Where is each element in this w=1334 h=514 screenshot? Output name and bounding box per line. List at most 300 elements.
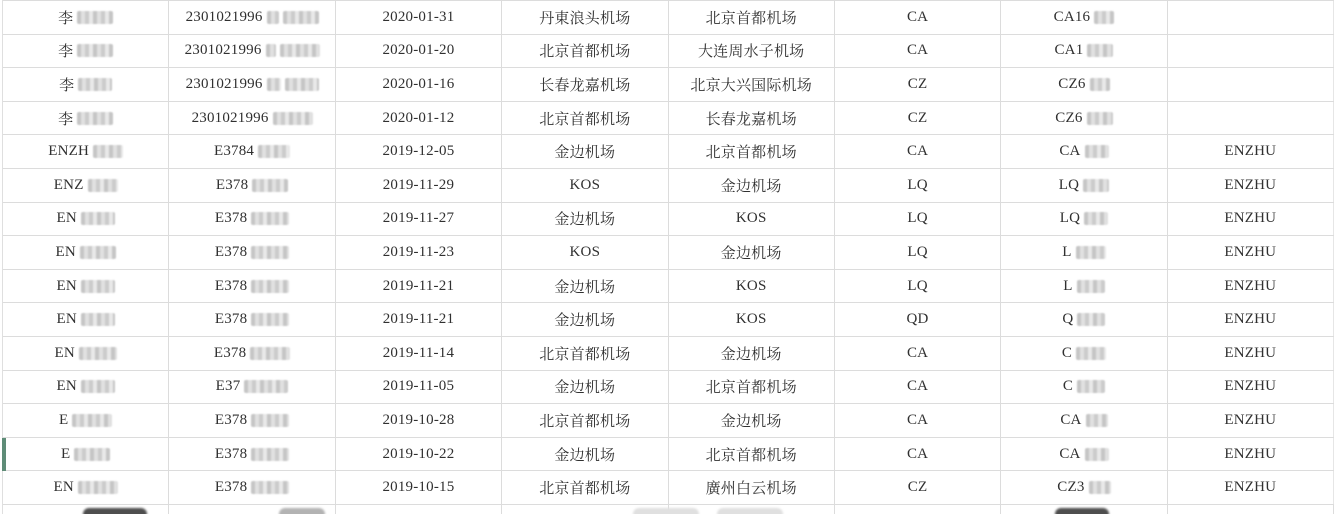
cell-name[interactable]	[3, 438, 169, 471]
redaction-mosaic	[1076, 246, 1106, 259]
cell-departure-airport[interactable]	[502, 102, 668, 135]
cell-date[interactable]	[336, 68, 502, 101]
redaction-mosaic	[1085, 448, 1109, 461]
cell-text: ENZHU	[1224, 143, 1277, 160]
redaction-mosaic	[1077, 280, 1105, 293]
cell-text: E37	[215, 378, 241, 395]
redaction-mosaic	[81, 280, 115, 293]
cell-airline-code[interactable]	[835, 35, 1001, 68]
redaction-mosaic	[1077, 380, 1105, 393]
redaction-mosaic	[77, 112, 113, 125]
cell-text: 2301021996	[191, 109, 269, 126]
redaction-mosaic	[1090, 78, 1110, 91]
cell-tag[interactable]	[1168, 371, 1334, 404]
cell-id-number[interactable]	[169, 236, 335, 269]
cell-flight-number[interactable]	[1001, 1, 1167, 34]
redaction-mosaic	[244, 380, 288, 393]
redaction-mosaic	[267, 11, 279, 24]
cell-date[interactable]	[336, 371, 502, 404]
cell-date[interactable]	[336, 303, 502, 336]
redacted-blob	[717, 508, 783, 514]
cell-text: E378	[214, 243, 248, 260]
cell-flight-number[interactable]	[1001, 68, 1167, 101]
cell-name[interactable]	[3, 102, 169, 135]
cell-text: 北京首都机场	[705, 10, 797, 27]
cell-text: 金边机场	[720, 245, 782, 262]
cell-text: ENZHU	[1224, 311, 1277, 328]
cell-text: EN	[56, 378, 77, 395]
cell-name[interactable]	[3, 303, 169, 336]
table-row	[3, 35, 1334, 69]
cell-id-number[interactable]	[169, 1, 335, 34]
cell-id-number[interactable]	[169, 169, 335, 202]
cell-flight-number[interactable]	[1001, 35, 1167, 68]
cell-id-number[interactable]	[169, 68, 335, 101]
cell-text: 金边机场	[554, 279, 616, 296]
cell-text: 李	[58, 44, 74, 61]
table-row	[3, 68, 1334, 102]
cell-tag[interactable]	[1168, 1, 1334, 34]
cell-text: LQ	[907, 176, 928, 193]
cell-airline-code[interactable]	[835, 1, 1001, 34]
redacted-blob	[83, 508, 147, 514]
cell-departure-airport[interactable]	[502, 303, 668, 336]
cell-departure-airport[interactable]	[502, 1, 668, 34]
cell-arrival-airport[interactable]	[669, 404, 835, 437]
cell-tag[interactable]	[1168, 471, 1334, 504]
cell-text: 北京首都机场	[539, 111, 631, 128]
cell-flight-number[interactable]	[1001, 102, 1167, 135]
cell-tag[interactable]	[1168, 203, 1334, 236]
cell-name[interactable]	[3, 404, 169, 437]
cell-text: 2019-11-27	[382, 210, 455, 227]
cell-name[interactable]	[3, 203, 169, 236]
cell-text: 北京首都机场	[539, 413, 631, 430]
cell-text: CA	[1060, 411, 1082, 428]
cell-departure-airport[interactable]	[502, 471, 668, 504]
redaction-mosaic	[273, 112, 313, 125]
cell-departure-airport[interactable]	[502, 404, 668, 437]
cell-text: 2019-12-05	[382, 143, 455, 160]
cell-text: EN	[53, 479, 74, 496]
redaction-mosaic	[81, 212, 115, 225]
cell-text: KOS	[569, 176, 601, 193]
cell-text: 2019-11-14	[382, 344, 455, 361]
cell-name[interactable]	[3, 371, 169, 404]
redaction-mosaic	[88, 179, 118, 192]
cell-text: 北京大兴国际机场	[690, 77, 812, 94]
redaction-mosaic	[1077, 313, 1105, 326]
cell-id-number[interactable]	[169, 135, 335, 168]
redaction-mosaic	[74, 448, 110, 461]
cell-text: Q	[1062, 311, 1074, 328]
cell-text: 大连周水子机场	[697, 44, 805, 61]
table-row	[3, 1, 1334, 35]
cell-departure-airport[interactable]	[502, 203, 668, 236]
redaction-mosaic	[250, 347, 290, 360]
cell-date[interactable]	[336, 35, 502, 68]
cell-text: 长春龙嘉机场	[539, 77, 631, 94]
cell-arrival-airport[interactable]	[669, 371, 835, 404]
cell-text: 北京首都机场	[705, 145, 797, 162]
cell-text: CA	[906, 445, 929, 462]
cell-text: ENZHU	[1224, 479, 1277, 496]
cell-tag[interactable]	[1168, 303, 1334, 336]
redaction-mosaic	[81, 313, 115, 326]
redaction-mosaic	[81, 380, 115, 393]
cell-text: EN	[56, 311, 77, 328]
redaction-mosaic	[1084, 212, 1108, 225]
redaction-mosaic	[258, 145, 290, 158]
cell-airline-code[interactable]	[835, 337, 1001, 370]
cell-text: CA16	[1053, 8, 1091, 25]
cell-name[interactable]	[3, 270, 169, 303]
cell-flight-number[interactable]	[1001, 471, 1167, 504]
table-row	[3, 438, 1334, 472]
redacted-blob	[1055, 508, 1109, 514]
cell-flight-number[interactable]	[1001, 169, 1167, 202]
cell-text: E3784	[213, 143, 255, 160]
cell-text: 2019-10-28	[382, 411, 455, 428]
cell-text: E378	[214, 277, 248, 294]
cell-text: 北京首都机场	[539, 346, 631, 363]
cell-flight-number[interactable]	[1001, 135, 1167, 168]
cell-text: L	[1063, 277, 1073, 294]
redaction-mosaic	[1076, 347, 1106, 360]
redaction-mosaic	[251, 313, 289, 326]
redaction-mosaic	[72, 414, 112, 427]
cell-date[interactable]	[336, 337, 502, 370]
cell-airline-code[interactable]	[835, 135, 1001, 168]
cell-text: 金边机场	[554, 212, 616, 229]
cell-text: ENZHU	[1224, 243, 1277, 260]
cell-arrival-airport[interactable]	[669, 68, 835, 101]
cell-text: CZ6	[1055, 109, 1083, 126]
cell-id-number[interactable]	[169, 471, 335, 504]
cell-airline-code[interactable]	[835, 270, 1001, 303]
cell-date[interactable]	[336, 270, 502, 303]
cell-text: 长春龙嘉机场	[705, 111, 797, 128]
cell-airline-code[interactable]	[835, 102, 1001, 135]
table-row	[3, 236, 1334, 270]
cell-text: ENZ	[53, 176, 84, 193]
cell-text: E378	[214, 210, 248, 227]
cell-date[interactable]	[336, 505, 502, 514]
cell-text: C	[1061, 344, 1073, 361]
cell-text: KOS	[569, 243, 601, 260]
cell-id-number[interactable]	[169, 203, 335, 236]
redacted-blob	[279, 508, 325, 514]
redaction-mosaic	[285, 78, 319, 91]
redaction-mosaic	[80, 246, 116, 259]
cell-id-number[interactable]	[169, 438, 335, 471]
cell-date[interactable]	[336, 438, 502, 471]
redaction-mosaic	[251, 212, 289, 225]
redaction-mosaic	[266, 44, 276, 57]
cell-text: 廣州白云机场	[705, 481, 797, 498]
cell-arrival-airport[interactable]	[669, 236, 835, 269]
cell-departure-airport[interactable]	[502, 371, 668, 404]
redaction-mosaic	[1086, 414, 1108, 427]
cell-text: ENZHU	[1224, 445, 1277, 462]
cell-airline-code[interactable]	[835, 371, 1001, 404]
cell-flight-number[interactable]	[1001, 371, 1167, 404]
cell-text: EN	[56, 210, 77, 227]
cell-departure-airport[interactable]	[502, 35, 668, 68]
cell-text: KOS	[735, 210, 767, 227]
cell-arrival-airport[interactable]	[669, 471, 835, 504]
cell-tag[interactable]	[1168, 337, 1334, 370]
cell-date[interactable]	[336, 169, 502, 202]
cell-text: CZ	[907, 109, 928, 126]
redaction-mosaic	[78, 78, 112, 91]
cell-text: ENZHU	[1224, 277, 1277, 294]
cell-arrival-airport[interactable]	[669, 438, 835, 471]
cell-name[interactable]	[3, 1, 169, 34]
cell-text: 2020-01-20	[382, 42, 455, 59]
cell-text: CZ	[907, 75, 928, 92]
table-row	[3, 471, 1334, 505]
table-row	[3, 102, 1334, 136]
cell-arrival-airport[interactable]	[669, 270, 835, 303]
cell-text: EN	[56, 277, 77, 294]
cell-id-number[interactable]	[169, 270, 335, 303]
flight-table	[2, 0, 1334, 514]
cell-arrival-airport[interactable]	[669, 1, 835, 34]
cell-text: CA1	[1054, 42, 1084, 59]
cell-text: ENZHU	[1224, 378, 1277, 395]
redaction-mosaic	[251, 481, 289, 494]
cell-arrival-airport[interactable]	[669, 303, 835, 336]
cell-date[interactable]	[336, 404, 502, 437]
cell-text: ENZHU	[1224, 210, 1277, 227]
cell-text: E378	[214, 411, 248, 428]
cell-arrival-airport[interactable]	[669, 135, 835, 168]
redaction-mosaic	[93, 145, 123, 158]
table-row	[3, 303, 1334, 337]
redaction-mosaic	[1087, 112, 1113, 125]
redaction-mosaic	[251, 246, 289, 259]
redaction-mosaic	[78, 481, 118, 494]
cell-flight-number[interactable]	[1001, 404, 1167, 437]
cell-tag[interactable]	[1168, 135, 1334, 168]
cell-text: 2301021996	[184, 42, 262, 59]
cell-text: ENZH	[48, 143, 90, 160]
cell-tag[interactable]	[1168, 169, 1334, 202]
cell-text: CA	[906, 42, 929, 59]
cell-departure-airport[interactable]	[502, 236, 668, 269]
redaction-mosaic	[77, 44, 113, 57]
cell-text: E378	[215, 176, 249, 193]
table-row	[3, 337, 1334, 371]
cell-text: ENZHU	[1224, 411, 1277, 428]
redaction-mosaic	[267, 78, 281, 91]
cell-tag[interactable]	[1168, 35, 1334, 68]
cell-text: 金边机场	[720, 178, 782, 195]
cell-name[interactable]	[3, 35, 169, 68]
cell-text: EN	[55, 243, 76, 260]
cell-text: 2019-11-23	[382, 243, 455, 260]
cell-departure-airport[interactable]	[502, 68, 668, 101]
cell-text: 2019-11-21	[382, 277, 455, 294]
cell-flight-number[interactable]	[1001, 203, 1167, 236]
cell-text: E378	[214, 311, 248, 328]
cell-text: 北京首都机场	[705, 447, 797, 464]
cell-text: 李	[59, 77, 75, 94]
cell-name[interactable]	[3, 236, 169, 269]
cell-tag[interactable]	[1168, 236, 1334, 269]
cell-text: 金边机场	[554, 380, 616, 397]
cell-text: 金边机场	[554, 145, 616, 162]
cell-text: CA	[906, 411, 929, 428]
redaction-mosaic	[1094, 11, 1114, 24]
cell-text: ENZHU	[1224, 176, 1277, 193]
cell-name[interactable]	[3, 135, 169, 168]
cell-name[interactable]	[3, 68, 169, 101]
cell-tag[interactable]	[1168, 438, 1334, 471]
cell-flight-number[interactable]	[1001, 438, 1167, 471]
cell-text: QD	[906, 311, 929, 328]
cell-text: 北京首都机场	[705, 380, 797, 397]
cell-text: 2020-01-31	[382, 8, 455, 25]
cell-text: E	[61, 445, 71, 462]
cell-airline-code[interactable]	[835, 68, 1001, 101]
cell-text: EN	[54, 344, 75, 361]
redaction-mosaic	[1087, 44, 1113, 57]
cell-airline-code[interactable]	[835, 303, 1001, 336]
cell-text: CA	[906, 344, 929, 361]
cell-departure-airport[interactable]	[502, 135, 668, 168]
redaction-mosaic	[1089, 481, 1111, 494]
cell-flight-number[interactable]	[1001, 270, 1167, 303]
cell-text: 2019-11-29	[382, 176, 455, 193]
cell-text: 金边机场	[554, 313, 616, 330]
cell-text: 2019-10-15	[382, 479, 455, 496]
cell-text: 2301021996	[185, 75, 263, 92]
cell-tag[interactable]	[1168, 102, 1334, 135]
redaction-mosaic	[251, 414, 289, 427]
cell-airline-code[interactable]	[835, 438, 1001, 471]
cell-text: E	[59, 411, 69, 428]
table-row	[3, 404, 1334, 438]
cell-text: CA	[1059, 445, 1081, 462]
cell-text: E378	[214, 445, 248, 462]
table-row	[3, 135, 1334, 169]
cell-date[interactable]	[336, 236, 502, 269]
cell-departure-airport[interactable]	[502, 438, 668, 471]
cell-text: 2019-11-05	[382, 378, 455, 395]
cell-date[interactable]	[336, 203, 502, 236]
cell-text: KOS	[735, 277, 767, 294]
redaction-mosaic	[77, 11, 113, 24]
cell-date[interactable]	[336, 102, 502, 135]
cell-text: 金边机场	[720, 413, 782, 430]
cell-text: CZ	[907, 479, 928, 496]
cell-date[interactable]	[336, 135, 502, 168]
cell-id-number[interactable]	[169, 337, 335, 370]
cell-text: 2019-10-22	[382, 445, 455, 462]
cell-id-number[interactable]	[169, 35, 335, 68]
cell-departure-airport[interactable]	[502, 337, 668, 370]
cell-date[interactable]	[336, 1, 502, 34]
cell-arrival-airport[interactable]	[669, 337, 835, 370]
cell-text: 2020-01-16	[382, 75, 455, 92]
cell-text: 李	[58, 10, 74, 27]
cell-id-number[interactable]	[169, 371, 335, 404]
cell-text: L	[1062, 243, 1072, 260]
cell-id-number[interactable]	[169, 303, 335, 336]
cell-arrival-airport[interactable]	[669, 203, 835, 236]
cell-tag[interactable]	[1168, 404, 1334, 437]
cell-text: E378	[214, 479, 248, 496]
cell-arrival-airport[interactable]	[669, 102, 835, 135]
cell-arrival-airport[interactable]	[669, 169, 835, 202]
table-row	[3, 203, 1334, 237]
cell-text: 李	[58, 111, 74, 128]
cell-departure-airport[interactable]	[502, 169, 668, 202]
table-row-partial	[3, 505, 1334, 514]
cell-flight-number[interactable]	[1001, 337, 1167, 370]
cell-text: 2301021996	[185, 8, 263, 25]
cell-text: CA	[906, 8, 929, 25]
cell-text: LQ	[907, 210, 928, 227]
cell-text: CA	[906, 143, 929, 160]
cell-tag[interactable]	[1168, 270, 1334, 303]
cell-text: CA	[1059, 143, 1081, 160]
cell-tag[interactable]	[1168, 68, 1334, 101]
cell-arrival-airport[interactable]	[669, 35, 835, 68]
table-row	[3, 371, 1334, 405]
table-row	[3, 270, 1334, 304]
cell-flight-number[interactable]	[1001, 236, 1167, 269]
redaction-mosaic	[251, 448, 289, 461]
cell-name[interactable]	[3, 169, 169, 202]
cell-airline-code[interactable]	[835, 203, 1001, 236]
cell-text: ENZHU	[1224, 344, 1277, 361]
redaction-mosaic	[283, 11, 319, 24]
cell-text: 金边机场	[720, 346, 782, 363]
cell-departure-airport[interactable]	[502, 270, 668, 303]
cell-date[interactable]	[336, 471, 502, 504]
redaction-mosaic	[1083, 179, 1109, 192]
cell-text: 北京首都机场	[539, 481, 631, 498]
cell-text: LQ	[907, 277, 928, 294]
cell-id-number[interactable]	[169, 102, 335, 135]
cell-airline-code[interactable]	[835, 169, 1001, 202]
redaction-mosaic	[1085, 145, 1109, 158]
cell-text: 金边机场	[554, 447, 616, 464]
cell-text: LQ	[1059, 210, 1081, 227]
cell-airline-code[interactable]	[835, 471, 1001, 504]
cell-text: KOS	[735, 311, 767, 328]
cell-text: CA	[906, 378, 929, 395]
cell-name[interactable]	[3, 471, 169, 504]
cell-airline-code[interactable]	[835, 236, 1001, 269]
redaction-mosaic	[252, 179, 288, 192]
cell-text: LQ	[907, 243, 928, 260]
cell-airline-code[interactable]	[835, 505, 1001, 514]
cell-id-number[interactable]	[169, 404, 335, 437]
cell-text: 2019-11-21	[382, 311, 455, 328]
table-row	[3, 169, 1334, 203]
cell-text: E378	[213, 344, 247, 361]
cell-airline-code[interactable]	[835, 404, 1001, 437]
redaction-mosaic	[251, 280, 289, 293]
cell-text: C	[1062, 378, 1074, 395]
cell-flight-number[interactable]	[1001, 303, 1167, 336]
cell-tag[interactable]	[1168, 505, 1334, 514]
cell-name[interactable]	[3, 337, 169, 370]
